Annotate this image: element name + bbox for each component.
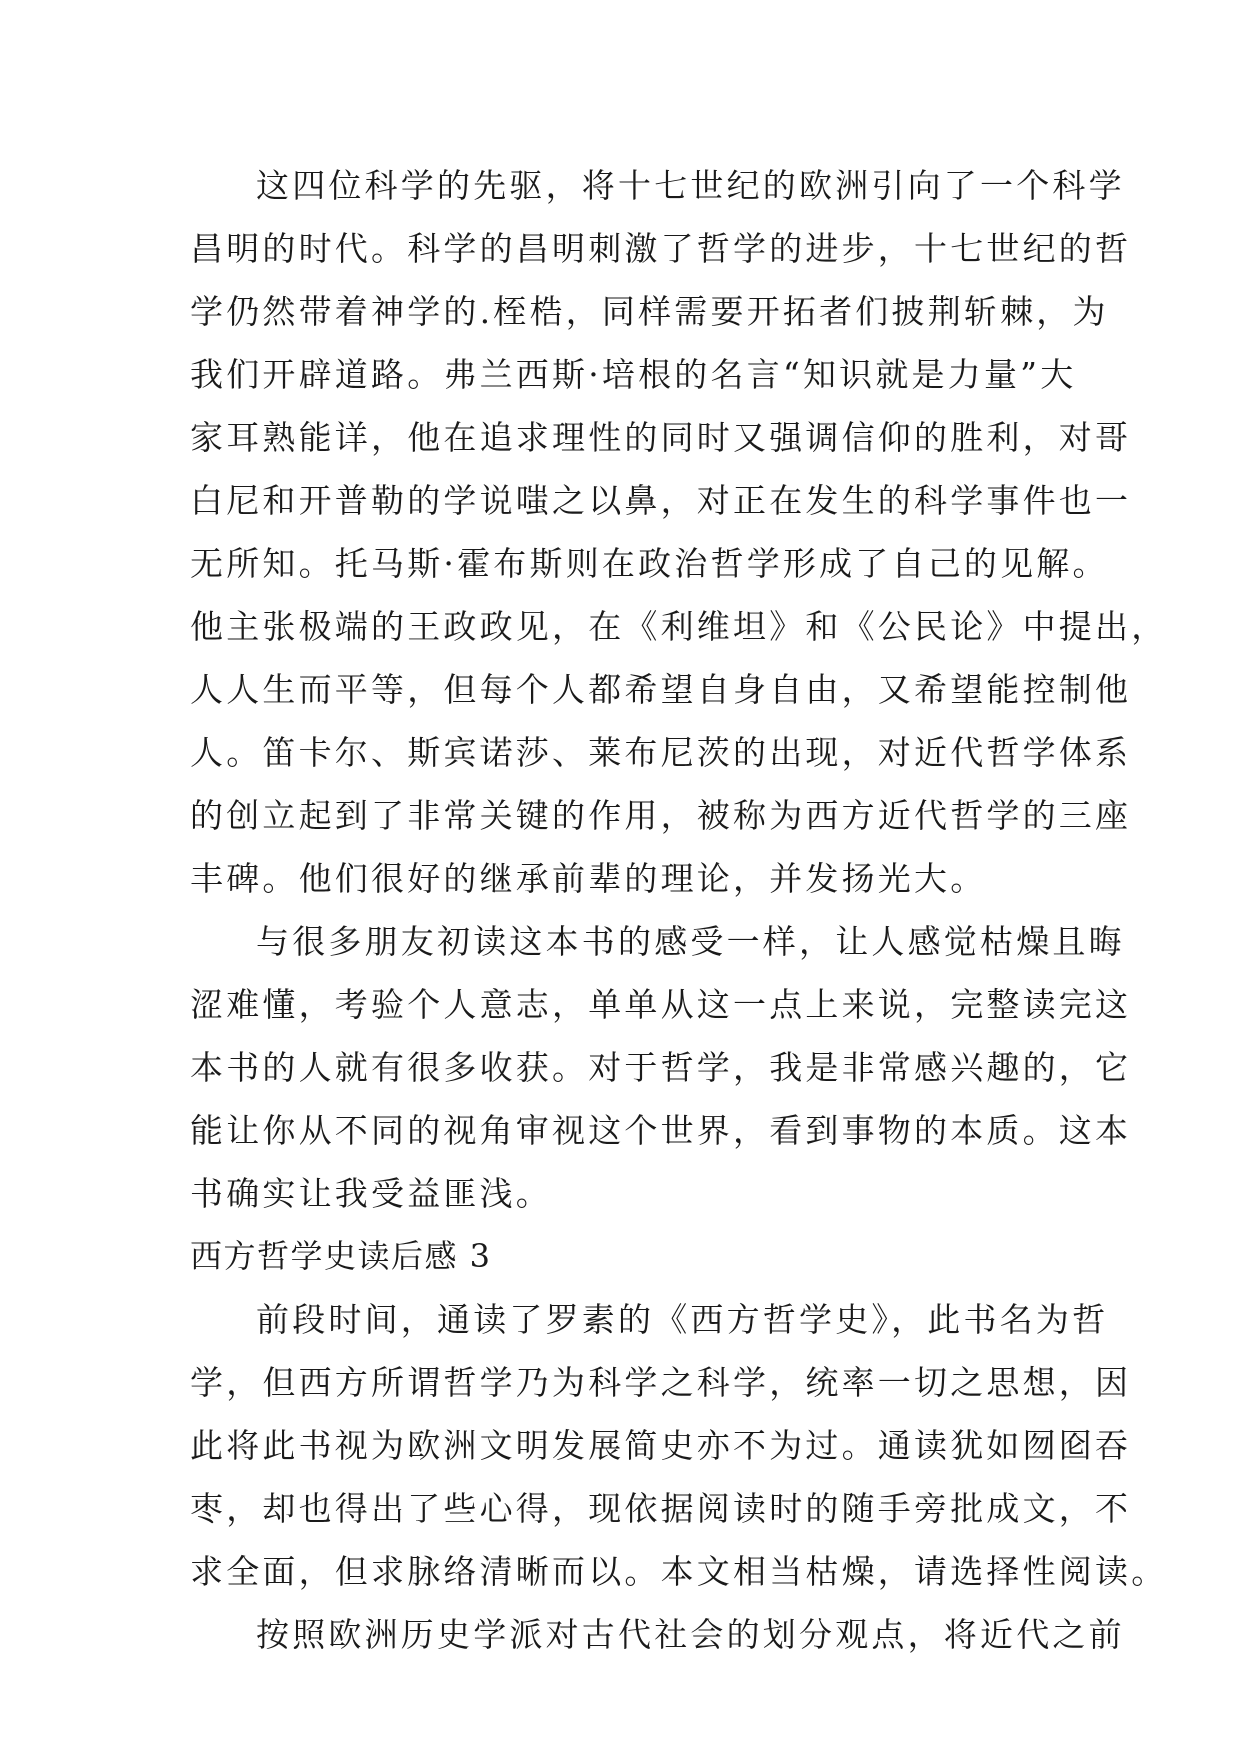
paragraph [190,1603,1125,1666]
text-line: 家耳熟能详，他在追求理性的同时又强调信仰的胜利，对哥 [190,418,1132,457]
text-line: 枣，却也得出了些心得，现依据阅读时的随手旁批成文，不 [190,1489,1132,1528]
text-line: 他主张极端的王政政见，在《利维坦》和《公民论》中提出， [190,607,1168,646]
text-line: 白尼和开普勒的学说嗤之以鼻，对正在发生的科学事件也一 [190,481,1132,520]
paragraph [190,1288,1168,1603]
text-line: 书确实让我受益匪浅。 [190,1174,552,1213]
text-line: 人人生而平等，但每个人都希望自身自由，又希望能控制他 [190,670,1132,709]
text-line: 求全面，但求脉络清晰而以。本文相当枯燥，请选择性阅读。 [190,1552,1168,1591]
text-line: 此将此书视为欧洲文明发展简史亦不为过。通读犹如囫囵吞 [190,1426,1132,1465]
text-line: 涩难懂，考验个人意志，单单从这一点上来说，完整读完这 [190,985,1132,1024]
text-line: 与很多朋友初读这本书的感受一样，让人感觉枯燥且晦 [256,922,1125,961]
text-line: 人。笛卡尔、斯宾诺莎、莱布尼茨的出现，对近代哲学体系 [190,733,1132,772]
text-line: 能让你从不同的视角审视这个世界，看到事物的本质。这本 [190,1111,1132,1150]
document-page [190,154,1168,1666]
section-heading: 西方哲学史读后感 3 [190,1237,492,1275]
text-line: 无所知。托马斯·霍布斯则在政治哲学形成了自己的见解。 [190,544,1109,583]
text-line: 昌明的时代。科学的昌明刺激了哲学的进步，十七世纪的哲 [190,229,1132,268]
section-title [190,1225,1050,1288]
text-line: 本书的人就有很多收获。对于哲学，我是非常感兴趣的，它 [190,1048,1132,1087]
text-line: 的创立起到了非常关键的作用，被称为西方近代哲学的三座 [190,796,1132,835]
text-line: 我们开辟道路。弗兰西斯·培根的名言“知识就是力量”大 [190,355,1077,394]
paragraph [190,154,1168,910]
text-line: 学仍然带着神学的.桎梏，同样需要开拓者们披荆斩棘，为 [190,292,1109,331]
text-line: 这四位科学的先驱，将十七世纪的欧洲引向了一个科学 [256,166,1125,205]
paragraph [190,910,1132,1225]
text-line: 丰碑。他们很好的继承前辈的理论，并发扬光大。 [190,859,987,898]
text-line: 前段时间，通读了罗素的《西方哲学史》，此书名为哲 [256,1300,1109,1339]
text-line: 学，但西方所谓哲学乃为科学之科学，统率一切之思想，因 [190,1363,1132,1402]
text-line: 按照欧洲历史学派对古代社会的划分观点，将近代之前 [256,1615,1125,1654]
